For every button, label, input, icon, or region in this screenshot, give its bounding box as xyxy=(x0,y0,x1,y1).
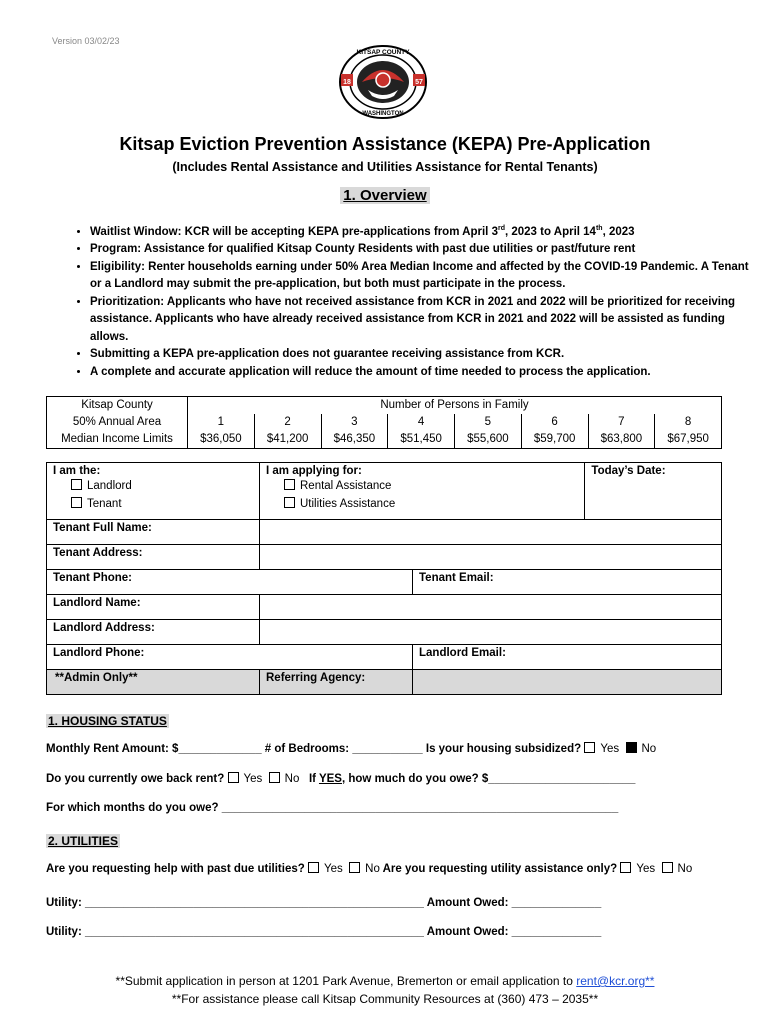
table-cell: 8 xyxy=(655,414,722,431)
utility-only-question: Are you requesting utility assistance only? xyxy=(382,863,618,875)
bullet-text: Waitlist Window: KCR will be accepting KEPA pre-applications from April 3 xyxy=(90,225,498,238)
checkbox-icon[interactable] xyxy=(662,862,673,873)
checkbox-icon[interactable] xyxy=(284,479,295,490)
bullet-text: , 2023 to April 14 xyxy=(504,225,596,238)
housing-rent-line xyxy=(46,742,656,755)
tenant-label: Tenant xyxy=(87,498,122,510)
superscript: th xyxy=(595,225,603,232)
landlord-email-field[interactable]: Landlord Email: xyxy=(413,645,722,670)
utility-only-no-option[interactable] xyxy=(662,863,693,875)
applicant-form-table xyxy=(46,462,722,695)
table-label: 50% Annual Area xyxy=(47,414,188,431)
table-cell: $36,050 xyxy=(188,431,255,449)
no-label: No xyxy=(641,743,657,755)
tenant-option[interactable] xyxy=(53,495,253,513)
table-cell: 5 xyxy=(455,414,522,431)
checkbox-icon[interactable] xyxy=(308,862,319,873)
income-limits-table xyxy=(46,396,722,449)
checkbox-icon[interactable] xyxy=(349,862,360,873)
page-subtitle: (Includes Rental Assistance and Utilities Assistance for Rental Tenants) xyxy=(172,160,598,174)
yes-label: Yes xyxy=(323,863,343,875)
seal-left-year: 18 xyxy=(343,79,351,86)
housing-status-heading xyxy=(46,714,169,728)
checkbox-icon[interactable] xyxy=(269,772,280,783)
footer-submit-line xyxy=(0,974,770,988)
overview-list xyxy=(62,220,750,381)
footer-assistance-line: **For assistance please call Kitsap Community Resources at (360) 473 – 2035** xyxy=(171,992,599,1006)
table-cell: 6 xyxy=(521,414,588,431)
subsidized-no-option[interactable] xyxy=(626,743,657,755)
back-rent-no-option[interactable] xyxy=(269,773,300,785)
tenant-name-label: Tenant Full Name: xyxy=(47,520,260,545)
amount-owed-field[interactable]: , how much do you owe? $_______________________ xyxy=(341,773,636,785)
landlord-address-label: Landlord Address: xyxy=(47,620,260,645)
seal-bottom-text: WASHINGTON xyxy=(362,111,404,117)
table-cell: $55,600 xyxy=(455,431,522,449)
tenant-address-field[interactable] xyxy=(260,545,722,570)
footer-submit-text: **Submit application in person at 1201 Park Avenue, Bremerton or email application to xyxy=(115,974,577,988)
housing-status-text: 1. HOUSING STATUS xyxy=(48,714,167,728)
role-cell xyxy=(47,463,260,520)
back-rent-line xyxy=(46,772,635,785)
checkbox-icon[interactable] xyxy=(620,862,631,873)
utility-only-yes-option[interactable] xyxy=(620,863,655,875)
kitsap-county-seal xyxy=(338,44,428,120)
tenant-phone-field[interactable]: Tenant Phone: xyxy=(47,570,413,595)
landlord-label: Landlord xyxy=(87,480,132,492)
rent-bedrooms-subsidized-text[interactable]: Monthly Rent Amount: $_____________ # of Bedrooms: ___________ Is your housing subsidized? xyxy=(46,743,582,755)
superscript: rd xyxy=(497,225,505,232)
table-header: Number of Persons in Family xyxy=(188,397,722,415)
utilities-heading-text: 2. UTILITIES xyxy=(48,834,119,848)
months-owed-field[interactable]: For which months do you owe? ______________________________________________________________ xyxy=(46,802,619,814)
landlord-phone-field[interactable]: Landlord Phone: xyxy=(47,645,413,670)
table-cell: $46,350 xyxy=(321,431,388,449)
landlord-name-label: Landlord Name: xyxy=(47,595,260,620)
table-cell: 7 xyxy=(588,414,655,431)
checkbox-icon[interactable] xyxy=(71,497,82,508)
no-label: No xyxy=(284,773,300,785)
yes-label: Yes xyxy=(243,773,263,785)
admin-only-label xyxy=(47,670,260,695)
bullet-text: , 2023 xyxy=(602,225,635,238)
table-cell: 1 xyxy=(188,414,255,431)
list-item: • A complete and accurate application will reduce the amount of time needed to process the application. xyxy=(90,364,750,382)
table-cell: 3 xyxy=(321,414,388,431)
email-link[interactable]: rent@kcr.org** xyxy=(576,974,655,988)
tenant-email-field[interactable]: Tenant Email: xyxy=(413,570,722,595)
referring-agency-label: Referring Agency: xyxy=(260,670,413,695)
no-label: No xyxy=(677,863,693,875)
utilities-heading xyxy=(46,834,120,848)
list-item: • Eligibility: Renter households earning under 50% Area Median Income and affected by the COVID-19 Pandemic. A Tenant or a Landlord may submit the pre-application, but both must participate in the process. xyxy=(90,259,750,294)
checkbox-icon[interactable] xyxy=(584,742,595,753)
utility-line-2[interactable]: Utility: _____________________________________________________ Amount Owed: ______________ xyxy=(46,926,602,938)
page-title: Kitsap Eviction Prevention Assistance (KEPA) Pre-Application xyxy=(119,134,651,154)
referring-agency-field[interactable] xyxy=(413,670,722,695)
rental-assistance-label: Rental Assistance xyxy=(300,480,392,492)
list-item: • Prioritization: Applicants who have not received assistance from KCR in 2021 and 2022 will be prioritized for receiving assistance. Applicants who have already received assistance from KCR in 2021 and 2022 will be assisted as funding allows. xyxy=(90,294,750,347)
list-item: • Submitting a KEPA pre-application does not guarantee receiving assistance from KCR. xyxy=(90,346,750,364)
utilities-assistance-option[interactable] xyxy=(266,495,578,513)
tenant-name-field[interactable] xyxy=(260,520,722,545)
todays-date-field[interactable]: Today’s Date: xyxy=(585,463,722,520)
applying-label: I am applying for: xyxy=(266,465,362,477)
overview-heading-text: 1. Overview xyxy=(340,187,429,204)
landlord-address-field[interactable] xyxy=(260,620,722,645)
if-text: If xyxy=(308,773,319,785)
no-label: No xyxy=(365,863,380,875)
yes-label: Yes xyxy=(636,863,656,875)
table-cell: 4 xyxy=(388,414,455,431)
table-cell: $59,700 xyxy=(521,431,588,449)
table-cell: $63,800 xyxy=(588,431,655,449)
checkbox-icon[interactable] xyxy=(71,479,82,490)
admin-only-text: **Admin Only** xyxy=(55,672,138,684)
past-due-utilities-question: Are you requesting help with past due utilities? xyxy=(46,863,305,875)
table-label: Median Income Limits xyxy=(47,431,188,449)
role-label: I am the: xyxy=(53,465,101,477)
list-item: • Program: Assistance for qualified Kitsap County Residents with past due utilities or past/future rent xyxy=(90,241,750,259)
utility-line-1[interactable]: Utility: _____________________________________________________ Amount Owed: ______________ xyxy=(46,897,602,909)
table-cell: $51,450 xyxy=(388,431,455,449)
overview-heading xyxy=(0,187,770,204)
seal-right-year: 57 xyxy=(415,79,423,86)
utilities-assistance-label: Utilities Assistance xyxy=(300,498,396,510)
table-label: Kitsap County xyxy=(47,397,188,415)
version-label: Version 03/02/23 xyxy=(52,36,120,46)
applying-cell xyxy=(260,463,585,520)
if-yes-text: YES xyxy=(318,773,342,785)
utilities-questions-line xyxy=(46,862,692,875)
subsidized-yes-option[interactable] xyxy=(584,743,619,755)
past-due-yes-option[interactable] xyxy=(308,863,343,875)
checkbox-checked-icon[interactable] xyxy=(626,742,637,753)
checkbox-icon[interactable] xyxy=(284,497,295,508)
rental-assistance-option[interactable] xyxy=(266,477,578,495)
tenant-address-label: Tenant Address: xyxy=(47,545,260,570)
table-cell: $41,200 xyxy=(254,431,321,449)
past-due-no-option[interactable] xyxy=(349,863,380,875)
landlord-option[interactable] xyxy=(53,477,253,495)
yes-label: Yes xyxy=(600,743,620,755)
back-rent-question: Do you currently owe back rent? xyxy=(46,773,225,785)
checkbox-icon[interactable] xyxy=(228,772,239,783)
table-cell: 2 xyxy=(254,414,321,431)
back-rent-yes-option[interactable] xyxy=(228,773,263,785)
landlord-name-field[interactable] xyxy=(260,595,722,620)
seal-top-text: KITSAP COUNTY xyxy=(356,49,410,56)
table-cell: $67,950 xyxy=(655,431,722,449)
list-item xyxy=(90,220,750,241)
